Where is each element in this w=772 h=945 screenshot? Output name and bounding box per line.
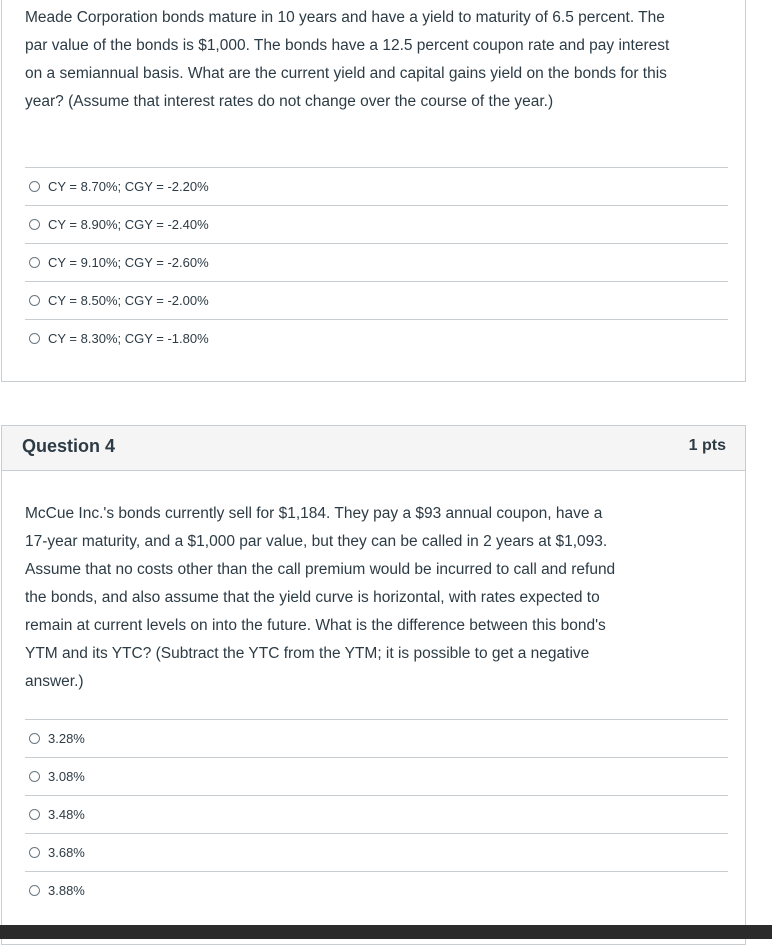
answer-label[interactable]: 3.28% [48, 731, 85, 746]
question-3-answers [25, 167, 728, 357]
answer-label[interactable]: 3.48% [48, 807, 85, 822]
radio-button[interactable] [29, 771, 40, 782]
answer-option[interactable] [25, 281, 728, 319]
radio-button[interactable] [29, 847, 40, 858]
answer-option[interactable] [25, 833, 728, 871]
answer-option[interactable] [25, 795, 728, 833]
question-4-text: McCue Inc.'s bonds currently sell for $1,184. They pay a $93 annual coupon, have a 17-year maturity, and a $1,000 par value, but they can be called in 2 years at $1,093. Assume that no costs other than the call premium would be incurred to call and refund the bonds, and also assume that the yield curve is horizontal, with rates expected to remain at current levels on into the future. What is the difference between this bond's YTM and its YTC? (Subtract the YTC from the YTM; it is possible to get a negative answer.) [25, 505, 616, 690]
answer-label[interactable]: 3.88% [48, 883, 85, 898]
question-3-card [1, 0, 746, 382]
answer-option[interactable] [25, 757, 728, 795]
question-header [2, 426, 745, 471]
answer-label[interactable]: CY = 8.30%; CGY = -1.80% [48, 331, 209, 346]
radio-button[interactable] [29, 809, 40, 820]
answer-option[interactable] [25, 167, 728, 205]
radio-button[interactable] [29, 257, 40, 268]
answer-label[interactable]: CY = 8.50%; CGY = -2.00% [48, 293, 209, 308]
answer-option[interactable] [25, 319, 728, 357]
answer-label[interactable]: CY = 9.10%; CGY = -2.60% [48, 255, 209, 270]
radio-button[interactable] [29, 885, 40, 896]
radio-button[interactable] [29, 733, 40, 744]
answer-label[interactable]: 3.08% [48, 769, 85, 784]
answer-option[interactable] [25, 871, 728, 909]
radio-button[interactable] [29, 295, 40, 306]
bottom-bar [0, 925, 772, 939]
question-4-answers [25, 719, 728, 909]
answer-option[interactable] [25, 719, 728, 757]
answer-label[interactable]: CY = 8.70%; CGY = -2.20% [48, 179, 209, 194]
answer-label[interactable]: 3.68% [48, 845, 85, 860]
radio-button[interactable] [29, 181, 40, 192]
question-points: 1 pts [688, 437, 726, 454]
radio-button[interactable] [29, 219, 40, 230]
answer-label[interactable]: CY = 8.90%; CGY = -2.40% [48, 217, 209, 232]
question-3-text: Meade Corporation bonds mature in 10 years and have a yield to maturity of 6.5 percent. The par value of the bonds is $1,000. The bonds have a 12.5 percent coupon rate and pay interest on a semiannual basis. What are the current yield and capital gains yield on the bonds for this year? (Assume that interest rates do not change over the course of the year.) [25, 9, 670, 110]
radio-button[interactable] [29, 333, 40, 344]
question-title: Question 4 [22, 436, 116, 456]
answer-option[interactable] [25, 205, 728, 243]
question-4-card [1, 425, 746, 945]
answer-option[interactable] [25, 243, 728, 281]
